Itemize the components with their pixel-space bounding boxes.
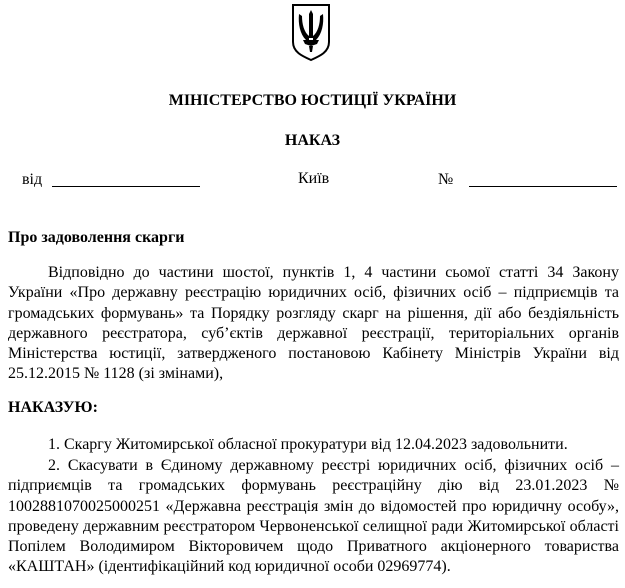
date-label: від xyxy=(22,171,43,188)
order-item-1: 1. Скаргу Житомирської обласної прокуратури від 12.04.2023 задовольнити. xyxy=(48,436,568,453)
city-name: Київ xyxy=(298,170,330,187)
document-type-title: НАКАЗ xyxy=(284,132,341,149)
date-field xyxy=(22,170,200,189)
date-blank-line xyxy=(52,170,200,187)
decree-heading: НАКАЗУЮ: xyxy=(8,399,98,416)
preamble-paragraph: Відповідно до частини шостої, пунктів 1, 4 частини сьомої статті 34 Закону України «Про державну реєстрацію юридичних осіб, фізичних осіб – підприємців та громадських формувань» та Порядку розгляду скарг на рішення, дії або бездіяльність державного реєстратора, суб’єктів державної реєстрації, територіальних органів Міністерства юстиції, затвердженого постановою Кабінету Міністрів України від 25.12.2015 № 1128 (зі змінами), xyxy=(8,264,619,383)
number-field xyxy=(438,170,617,189)
ministry-name: МІНІСТЕРСТВО ЮСТИЦІЇ УКРАЇНИ xyxy=(168,92,457,109)
number-blank-line xyxy=(469,170,617,187)
order-item-2: 2. Скасувати в Єдиному державному реєстрі юридичних осіб, фізичних осіб – підприємців та громадських формувань реєстраційну дію від 23.01.2023 № 1002881070025000251 «Державна реєстрація змін до відомостей про юридичну особу», проведену державним реєстратором Червоненської селищної ради Житомирської області Попілем Володимиром Вікторовичем щодо Приватного акціонерного товариства «КАШТАН» (ідентифікаційний код юридичної особи 02969774). xyxy=(8,457,619,576)
order-subject: Про задоволення скарги xyxy=(8,229,185,246)
number-label: № xyxy=(438,171,454,188)
trident-coat-of-arms-icon xyxy=(290,2,332,62)
